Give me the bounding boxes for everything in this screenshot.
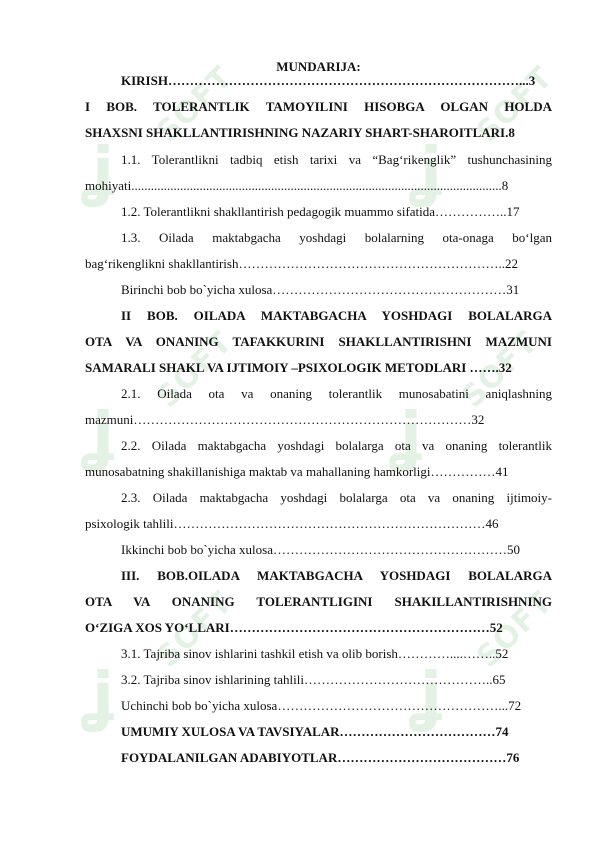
- toc-entry: munosabatning shakillanishiga maktab va mahallaning hamkorligi……………41: [85, 464, 509, 479]
- toc-entry: 3.2. Tajriba sinov ishlarining tahlili……………………………………..65: [121, 672, 506, 687]
- toc-chapter-3: III. BOB.OILADA MAKTABGACHA YOSHDAGI BOLALARGA: [121, 568, 552, 583]
- toc-entry: mazmuni……………………………………………………………………32: [85, 412, 485, 427]
- toc-chapter-2: OTA VA ONANING TAFAKKURINI SHAKLLANTIRISHNI MAZMUNI: [85, 334, 552, 349]
- watermark-logo-icon: ʝ: [92, 660, 114, 734]
- watermark-text: SOFT: [150, 324, 240, 415]
- watermark-text: SOFT: [150, 59, 240, 150]
- toc-entry-references: FOYDALANILGAN ADABIYOTLAR…………………………………76: [121, 750, 520, 765]
- toc-entry: 1.2. Tolerantlikni shakllantirish pedagogik muammo sifatida……………..17: [121, 204, 520, 219]
- toc-entry: 2.3. Oilada maktabgacha yoshdagi bolalarga ota va onaning ijtimoiy-: [121, 490, 552, 505]
- watermark-logo-icon: ʝ: [420, 135, 442, 209]
- toc-entry: mohiyati..................................................................................................................8: [85, 178, 509, 193]
- watermark-logo-icon: ʝ: [92, 400, 114, 474]
- watermark-logo-icon: ʝ: [92, 135, 114, 209]
- toc-chapter-3: OTA VA ONANING TOLERANTLIGINI SHAKILLANTIRISHNING: [85, 594, 552, 609]
- toc-chapter-1: SHAXSNI SHAKLLANTIRISHNING NAZARIY SHART-SHAROITLARI.8: [85, 125, 515, 140]
- watermark-text: SOFT: [470, 59, 560, 150]
- watermark-text: SOFT: [470, 584, 560, 675]
- toc-chapter-3: O‘ZIGA XOS YO‘LLARI……………………………………………………52: [85, 620, 503, 635]
- page-title: MUNDARIJA:: [276, 59, 361, 74]
- toc-entry: Ikkinchi bob bo`yicha xulosa………………………………………………50: [121, 542, 520, 557]
- watermark-text: SOFT: [455, 324, 545, 415]
- toc-entry-conclusion: UMUMIY XULOSA VA TAVSIYALAR………………………………74: [121, 724, 509, 739]
- toc-chapter-2: II BOB. OILADA MAKTABGACHA YOSHDAGI BOLALARGA: [121, 308, 552, 323]
- toc-entry: 2.1. Oilada ota va onaning tolerantlik munosabatini aniqlashning: [121, 386, 552, 401]
- toc-chapter-1: I BOB. TOLERANTLIK TAMOYILINI HISOBGA OLGAN HOLDA: [85, 99, 552, 114]
- watermark-logo-icon: ʝ: [420, 660, 442, 734]
- toc-entry: Uchinchi bob bo`yicha xulosa……………………………………………...72: [121, 698, 522, 713]
- toc-entry: Birinchi bob bo`yicha xulosa………………………………………………31: [121, 282, 520, 297]
- toc-entry: psixologik tahlili………………………………………………………………46: [85, 516, 499, 531]
- toc-entry: 3.1. Tajriba sinov ishlarini tashkil etish va olib borish…………....……..52: [121, 646, 509, 661]
- toc-entry: 2.2. Oilada maktabgacha yoshdagi bolalarga ota va onaning tolerantlik: [121, 438, 552, 453]
- watermark-logo-icon: ʝ: [400, 400, 422, 474]
- watermark-text: SOFT: [150, 584, 240, 675]
- toc-entry-intro: KIRISH………………………………………………………………………...3: [121, 73, 536, 88]
- toc-entry: bag‘rikenglikni shakllantirish……………………………………………………..22: [85, 256, 518, 271]
- toc-entry: 1.1. Tolerantlikni tadbiq etish tarixi va “Bag‘rikenglik” tushunchasining: [121, 152, 552, 167]
- toc-chapter-2: SAMARALI SHAKL VA IJTIMOIY –PSIXOLOGIK METODLARI …….32: [85, 360, 512, 375]
- toc-entry: 1.3. Oilada maktabgacha yoshdagi bolalarning ota-onaga bo‘lgan: [121, 230, 552, 245]
